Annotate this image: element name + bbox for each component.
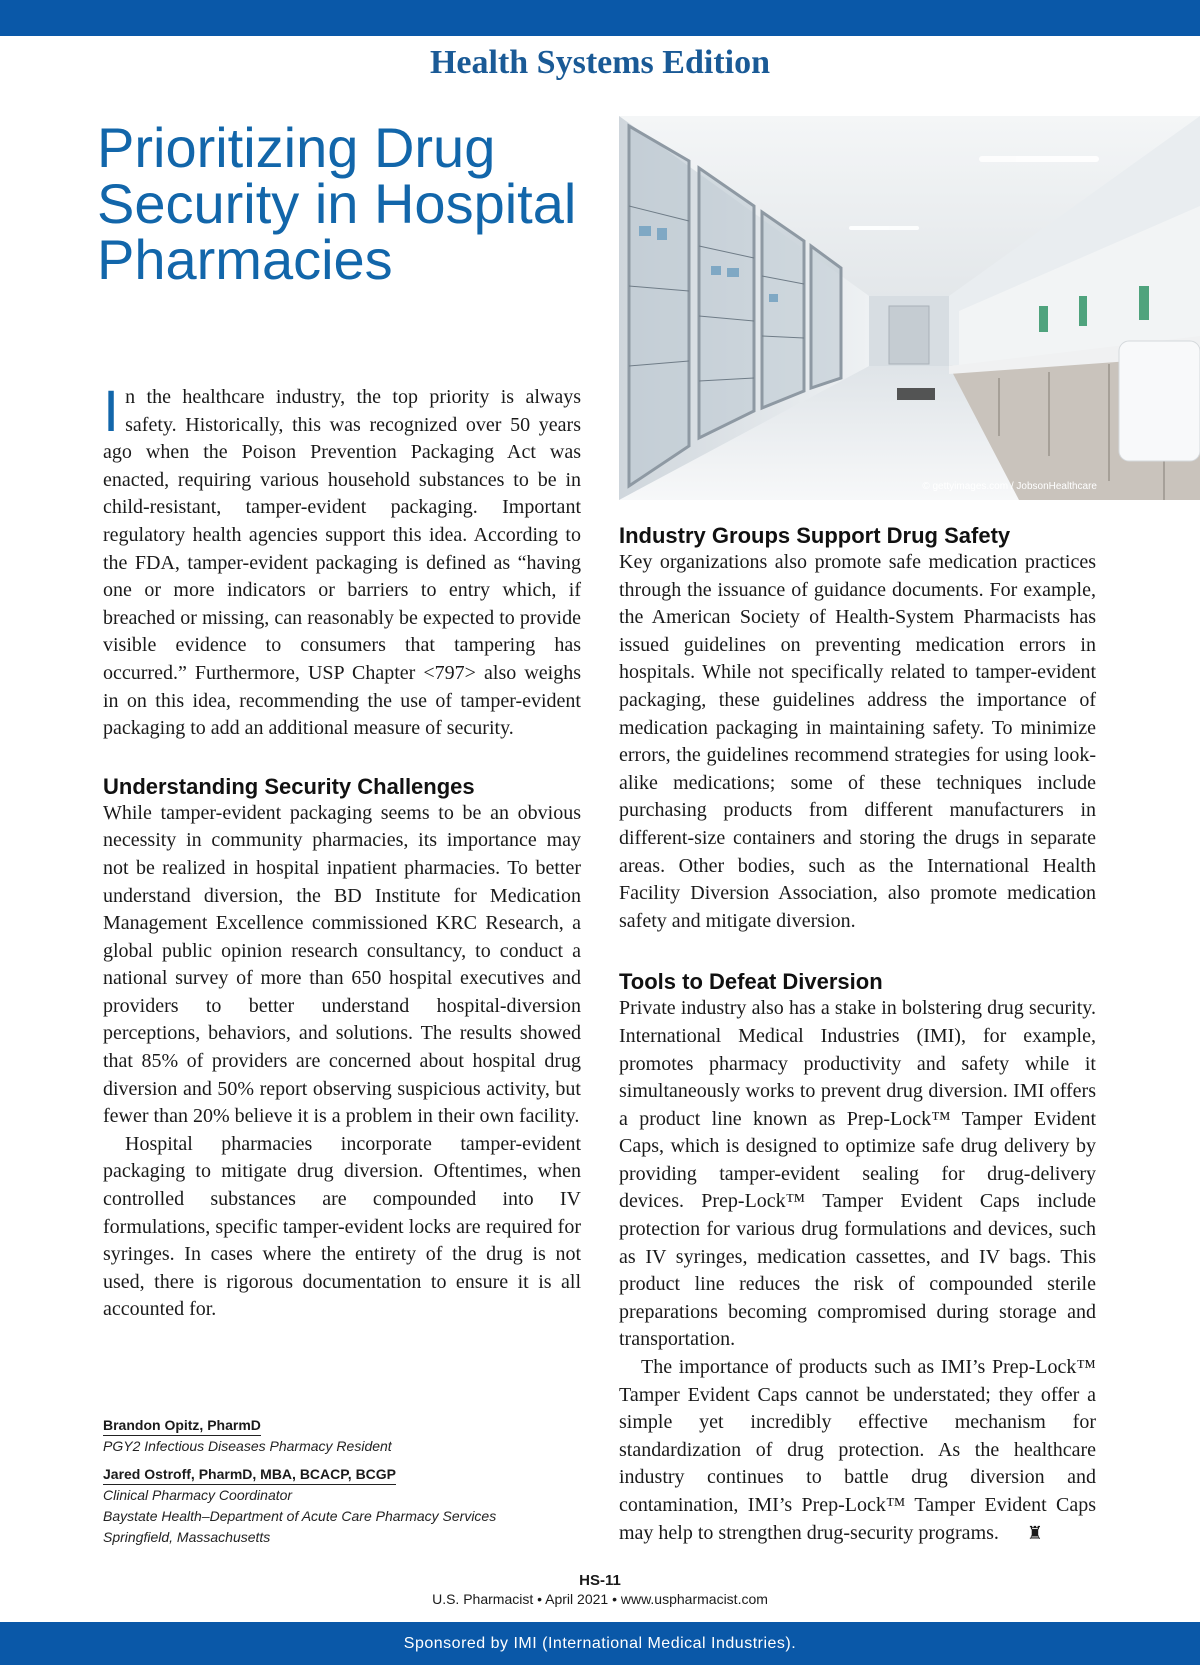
end-mark-icon: ♜: [1026, 1522, 1044, 1543]
drop-cap: I: [103, 379, 120, 444]
challenges-paragraph-2: Hospital pharmacies incorporate tamper-evident packaging to mitigate drug diversion. Oftentimes, when controlled substances are compounded into IV formulations, specific tamper-evident locks are required for syringes. In cases where the entirety of the drug is not used, there is rigorous documentation to ensure it is all accounted for.: [103, 1132, 581, 1321]
sponsor-bar: Sponsored by IMI (International Medical Industries).: [0, 1622, 1200, 1665]
author-affiliation: Baystate Health–Department of Acute Care Pharmacy Services: [103, 1508, 497, 1524]
heading-understanding-security: Understanding Security Challenges: [103, 773, 475, 799]
author-credits: [103, 1416, 583, 1548]
tools-paragraph-2-text: The importance of products such as IMI’s Prep-Lock™ Tamper Evident Caps cannot be understated; they offer a simple yet incredibly effective mechanism for standardization of drug protection. As the healthcare industry continues to battle drug diversion and contamination, IMI’s Prep-Lock™ Tamper Evident Caps may help to strengthen drug-security programs.: [619, 1356, 1096, 1544]
publication-line: U.S. Pharmacist • April 2021 • www.uspharmacist.com: [432, 1591, 768, 1607]
industry-paragraph: Key organizations also promote safe medication practices through the issuance of guidance documents. For example, the American Society of Health-System Pharmacists has issued guidelines on preventing medication errors in hospitals. While not specifically related to tamper-evident packaging, these guidelines address the importance of medication packaging in maintaining safety. To minimize errors, the guidelines recommend strategies for using look-alike medications; some of these techniques include purchasing products from different manufacturers in different-size containers and storing the drugs in separate areas. Other bodies, such as the International Health Facility Diversion Association, also promote medication safety and mitigate diversion.: [619, 551, 1096, 932]
intro-paragraph: [103, 379, 581, 743]
author-name: Brandon Opitz, PharmD: [103, 1416, 261, 1436]
heading-industry-groups: Industry Groups Support Drug Safety: [619, 523, 1011, 548]
page-folio: [0, 1571, 1200, 1609]
author-title: PGY2 Infectious Diseases Pharmacy Resident: [103, 1438, 392, 1454]
author-location: Springfield, Massachusetts: [103, 1529, 271, 1545]
tools-paragraph-2: [619, 1354, 1096, 1547]
right-column: [619, 522, 1096, 1547]
photo-credit: © gettyimages.com / JobsonHealthcare: [922, 481, 1097, 492]
edition-header: Health Systems Edition: [429, 44, 771, 81]
left-column: [103, 379, 581, 1324]
intro-text: n the healthcare industry, the top priority is always safety. Historically, this was recognized over 50 years ago when the Poison Prevention Packaging Act was enacted, requiring various household substances to be in child-resistant, tamper-evident packaging. Important regulatory health agencies support this idea. According to the FDA, tamper-evident packaging is defined as “having one or more indicators or barriers to entry which, if breached or missing, can reasonably be expected to provide visible evidence to consumers that tampering has occurred.” Furthermore, USP Chapter <797> also weighs in on this idea, recommending the use of tamper-evident packaging to add an additional measure of security.: [103, 386, 581, 740]
article-title: Prioritizing Drug Security in Hospital Pharmacies: [97, 116, 577, 291]
author-block: [103, 1416, 583, 1457]
page-number: HS-11: [579, 1572, 621, 1589]
author-title: Clinical Pharmacy Coordinator: [103, 1487, 293, 1503]
author-block: [103, 1465, 583, 1548]
tools-paragraph-1: Private industry also has a stake in bolstering drug security. International Medical Industries (IMI), for example, promotes pharmacy productivity and safety while it simultaneously works to prevent drug diversion. IMI offers a product line known as Prep-Lock™ Tamper Evident Caps, which is designed to optimize safe drug delivery by providing tamper-evident sealing for drug-delivery devices. Prep-Lock™ Tamper Evident Caps include protection for various drug formulations and devices, such as IV syringes, medication cassettes, and IV bags. This product line reduces the risk of compounded sterile preparations becoming compromised during storage and transportation.: [619, 997, 1096, 1351]
pharmacy-photo: [619, 116, 1200, 500]
top-color-bar: [0, 0, 1200, 36]
challenges-paragraph-1: While tamper-evident packaging seems to be an obvious necessity in community pharmacies, its importance may not be realized in hospital inpatient pharmacies. To better understand diversion, the BD Institute for Medication Management Excellence commissioned KRC Research, a global public opinion research consultancy, to conduct a national survey of more than 650 hospital executives and providers to better understand hospital-diversion perceptions, behaviors, and solutions. The results showed that 85% of providers are concerned about hospital drug diversion and 50% report observing suspicious activity, but fewer than 20% believe it is a problem in their own facility.: [103, 801, 581, 1128]
author-name: Jared Ostroff, PharmD, MBA, BCACP, BCGP: [103, 1465, 396, 1485]
heading-tools-defeat: Tools to Defeat Diversion: [619, 969, 883, 995]
pharmacy-illustration: [619, 116, 1200, 500]
